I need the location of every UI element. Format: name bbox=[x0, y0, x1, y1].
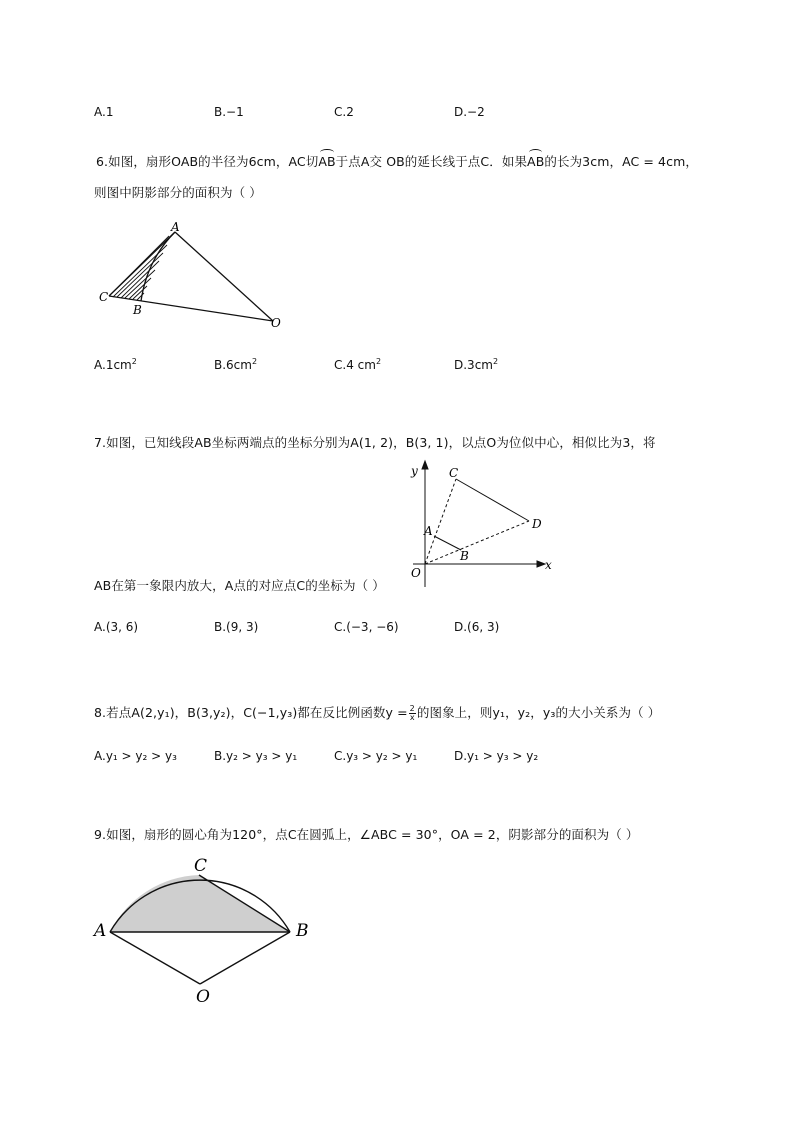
q9-shaded-region bbox=[110, 875, 290, 932]
q7-dashed-oc bbox=[425, 479, 456, 564]
q6-text-part1: 6.如图，扇形OAB的半径为6cm，AC切 bbox=[96, 154, 319, 169]
q7-label-d: D bbox=[532, 517, 542, 531]
q6-option-d: $D.3cm^2$ bbox=[454, 357, 499, 372]
q7-label-y: y bbox=[411, 464, 418, 478]
q8-fraction-denominator: x bbox=[409, 713, 415, 722]
q7-segment-cd bbox=[456, 479, 529, 521]
q9-radius-oa bbox=[110, 932, 200, 984]
q7-figure bbox=[405, 457, 565, 592]
q6-figure bbox=[95, 220, 295, 330]
q5-option-b: B.−1 bbox=[214, 105, 244, 119]
q7-label-b: B bbox=[460, 549, 469, 563]
q6-arc-ab-2: AB bbox=[527, 154, 545, 169]
q7-dashed-od bbox=[425, 521, 529, 564]
q6-label-a: A bbox=[171, 220, 180, 234]
q6-text-part2: 于点A交 OB的延长线于点C．如果 bbox=[335, 154, 528, 169]
q8-option-d: D.y₁ > y₃ > y₂ bbox=[454, 749, 539, 763]
q7-segment-ab bbox=[434, 536, 461, 550]
q6-question-line2: 则图中阴影部分的面积为（ ） bbox=[94, 185, 262, 200]
q7-label-x: x bbox=[545, 558, 552, 572]
q5-option-a: A.1 bbox=[94, 105, 114, 119]
q8-option-b: B.y₂ > y₃ > y₁ bbox=[214, 749, 298, 763]
q6-option-c: C.4 $cm^2$ bbox=[334, 357, 382, 372]
q9-radius-ob bbox=[200, 932, 290, 984]
q8-text-part2: 的图象上，则y₁，y₂，y₃的大小关系为（ ） bbox=[416, 705, 661, 720]
q9-label-o: O bbox=[196, 987, 210, 1007]
q7-question-line1: 7.如图，已知线段AB坐标两端点的坐标分别为A(1, 2)，B(3, 1)，以点O为位似中心，相似比为3，将 bbox=[94, 435, 656, 450]
q7-label-c: C bbox=[449, 466, 459, 480]
q7-option-a: A.(3, 6) bbox=[94, 620, 139, 634]
q5-option-c: C.2 bbox=[334, 105, 354, 119]
q6-question-line1 bbox=[96, 152, 698, 170]
q8-text-part1: 8.若点A(2,y₁)，B(3,y₂)，C(−1,y₃)都在反比例函数y = bbox=[94, 705, 408, 720]
q9-figure bbox=[90, 855, 320, 1005]
q7-label-o: O bbox=[411, 566, 421, 580]
q8-fraction bbox=[409, 705, 416, 722]
q9-question: 9.如图，扇形的圆心角为120°，点C在圆弧上，∠ABC = 30°，OA = 2，阴影部分的面积为（ ） bbox=[94, 827, 639, 842]
q7-question-line2: AB在第一象限内放大，A点的对应点C的坐标为（ ） bbox=[94, 578, 385, 593]
q6-text-part3: 的长为3cm，AC = 4cm， bbox=[544, 154, 698, 169]
q6-option-a: $A.1cm^2$ bbox=[94, 357, 137, 372]
q6-label-o: O bbox=[271, 316, 281, 330]
q7-option-b: B.(9, 3) bbox=[214, 620, 259, 634]
q9-label-b: B bbox=[296, 921, 309, 941]
q7-label-a: A bbox=[424, 524, 433, 538]
q7-option-c: C.(−3, −6) bbox=[334, 620, 399, 634]
q5-option-d: D.−2 bbox=[454, 105, 485, 119]
q8-question bbox=[94, 703, 660, 722]
q9-label-a: A bbox=[94, 921, 107, 941]
q8-option-c: C.y₃ > y₂ > y₁ bbox=[334, 749, 418, 763]
q6-arc-ab-1: AB bbox=[318, 154, 336, 169]
q9-label-c: C bbox=[194, 856, 208, 876]
q8-fraction-numerator: 2 bbox=[409, 704, 415, 713]
q8-option-a: A.y₁ > y₂ > y₃ bbox=[94, 749, 177, 763]
q6-label-b: B bbox=[133, 303, 142, 317]
q6-option-b: $B.6cm^2$ bbox=[214, 357, 258, 372]
q6-label-c: C bbox=[99, 290, 109, 304]
q7-option-d: D.(6, 3) bbox=[454, 620, 500, 634]
